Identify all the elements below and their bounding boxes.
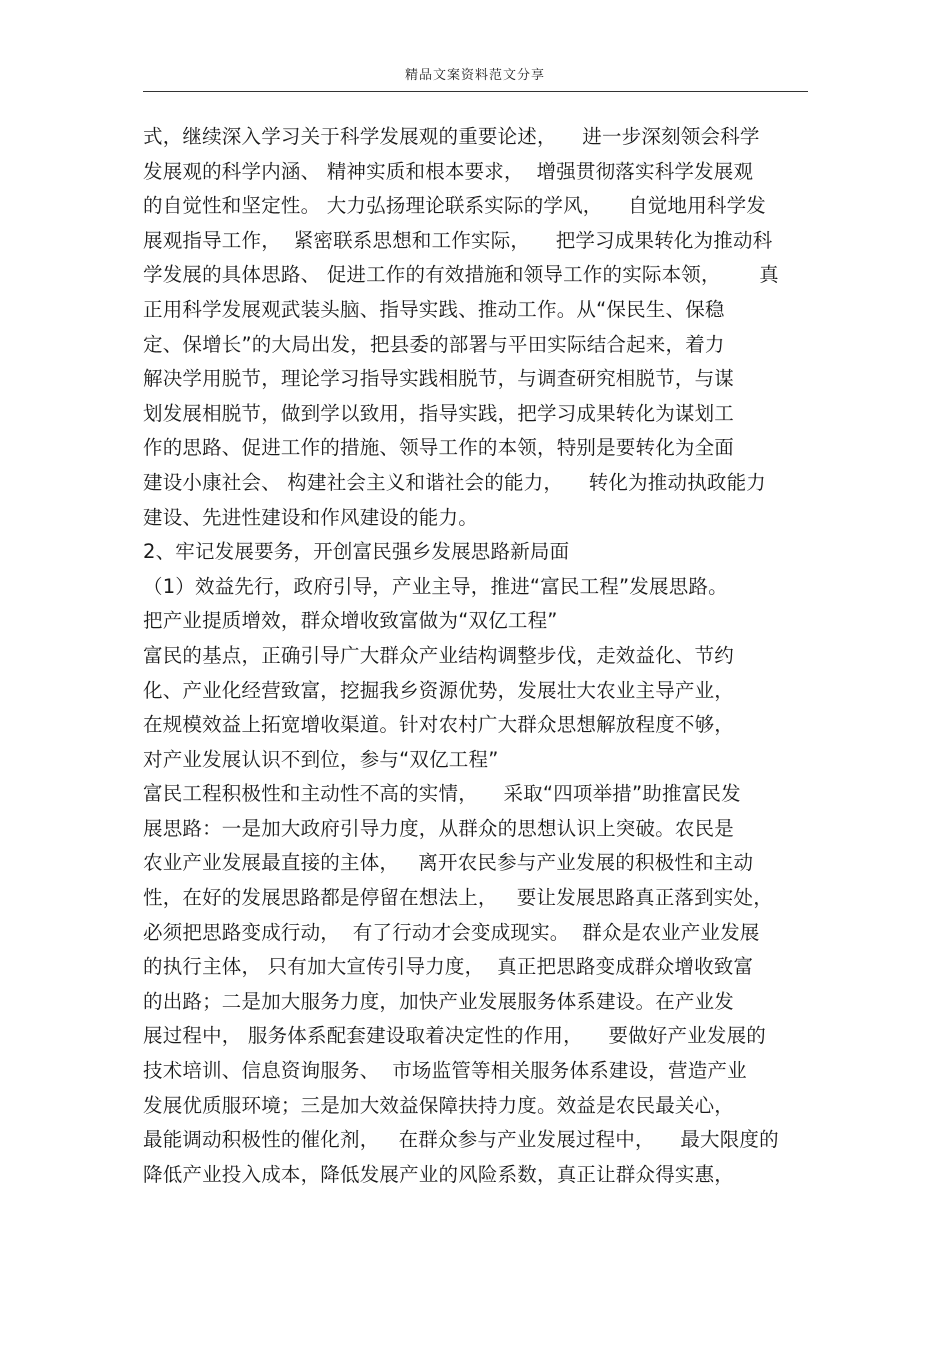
text-line: 展思路：一是加大政府引导力度，从群众的思想认识上突破。农民是 <box>143 816 735 840</box>
text-line: 发展优质服环境；三是加大效益保障扶持力度。效益是农民最关心， <box>143 1093 735 1117</box>
text-line: 农业产业发展最直接的主体， 离开农民参与产业发展的积极性和主动 <box>143 851 754 875</box>
text-line: 富民的基点，正确引导广大群众产业结构调整步伐，走效益化、节约 <box>143 643 735 667</box>
page-header-title: 精品文案资料范文分享 <box>404 68 545 83</box>
text-line: 性，在好的发展思路都是停留在想法上， 要让发展思路真正落到实处， <box>143 886 773 910</box>
text-line: 发展观的科学内涵、 精神实质和根本要求， 增强贯彻落实科学发展观 <box>143 159 754 183</box>
text-line: 解决学用脱节，理论学习指导实践相脱节，与调查研究相脱节，与谋 <box>143 367 735 391</box>
text-line: 必须把思路变成行动， 有了行动才会变成现实。 群众是农业产业发展 <box>143 920 760 944</box>
text-line: 的出路；二是加大服务力度，加快产业发展服务体系建设。在产业发 <box>143 989 735 1013</box>
text-line: 把产业提质增效，群众增收致富做为“双亿工程” <box>143 609 558 633</box>
text-line: 展过程中， 服务体系配套建设取着决定性的作用， 要做好产业发展的 <box>143 1024 766 1048</box>
text-line: 化、产业化经营致富，挖掘我乡资源优势，发展壮大农业主导产业， <box>143 678 735 702</box>
text-line: 正用科学发展观武装头脑、指导实践、推动工作。从“保民生、保稳 <box>143 297 725 321</box>
text-line: 2、牢记发展要务，开创富民强乡发展思路新局面 <box>143 540 570 564</box>
text-line: 对产业发展认识不到位，参与“双亿工程” <box>143 747 499 771</box>
header-divider <box>143 91 808 92</box>
text-line: 建设、先进性建设和作风建设的能力。 <box>143 505 478 529</box>
text-line: 技术培训、信息资询服务、 市场监管等相关服务体系建设，营造产业 <box>143 1059 747 1083</box>
text-line: （1）效益先行，政府引导，产业主导，推进“富民工程”发展思路。 <box>143 574 728 598</box>
text-line: 展观指导工作， 紧密联系思想和工作实际， 把学习成果转化为推动科 <box>143 228 773 252</box>
text-line: 划发展相脱节，做到学以致用，指导实践，把学习成果转化为谋划工 <box>143 401 735 425</box>
document-body <box>143 120 823 1192</box>
text-line: 定、保增长”的大局出发，把县委的部署与平田实际结合起来，着力 <box>143 332 725 356</box>
text-line: 的自觉性和坚定性。 大力弘扬理论联系实际的学风， 自觉地用科学发 <box>143 194 766 218</box>
text-line: 建设小康社会、 构建社会主义和谐社会的能力， 转化为推动执政能力 <box>143 470 766 494</box>
text-line: 式，继续深入学习关于科学发展观的重要论述， 进一步深刻领会科学 <box>143 125 760 148</box>
text-line: 降低产业投入成本，降低发展产业的风险系数，真正让群众得实惠， <box>143 1162 735 1186</box>
text-line: 最能调动积极性的催化剂， 在群众参与产业发展过程中， 最大限度的 <box>143 1128 779 1152</box>
text-line: 学发展的具体思路、 促进工作的有效措施和领导工作的实际本领， 真 <box>143 263 779 287</box>
text-line: 富民工程积极性和主动性不高的实情， 采取“四项举措”助推富民发 <box>143 782 741 806</box>
text-line: 在规模效益上拓宽增收渠道。针对农村广大群众思想解放程度不够， <box>143 713 735 737</box>
text-line: 的执行主体， 只有加大宣传引导力度， 真正把思路变成群众增收致富 <box>143 955 754 979</box>
text-line: 作的思路、促进工作的措施、领导工作的本领，特别是要转化为全面 <box>143 436 735 460</box>
